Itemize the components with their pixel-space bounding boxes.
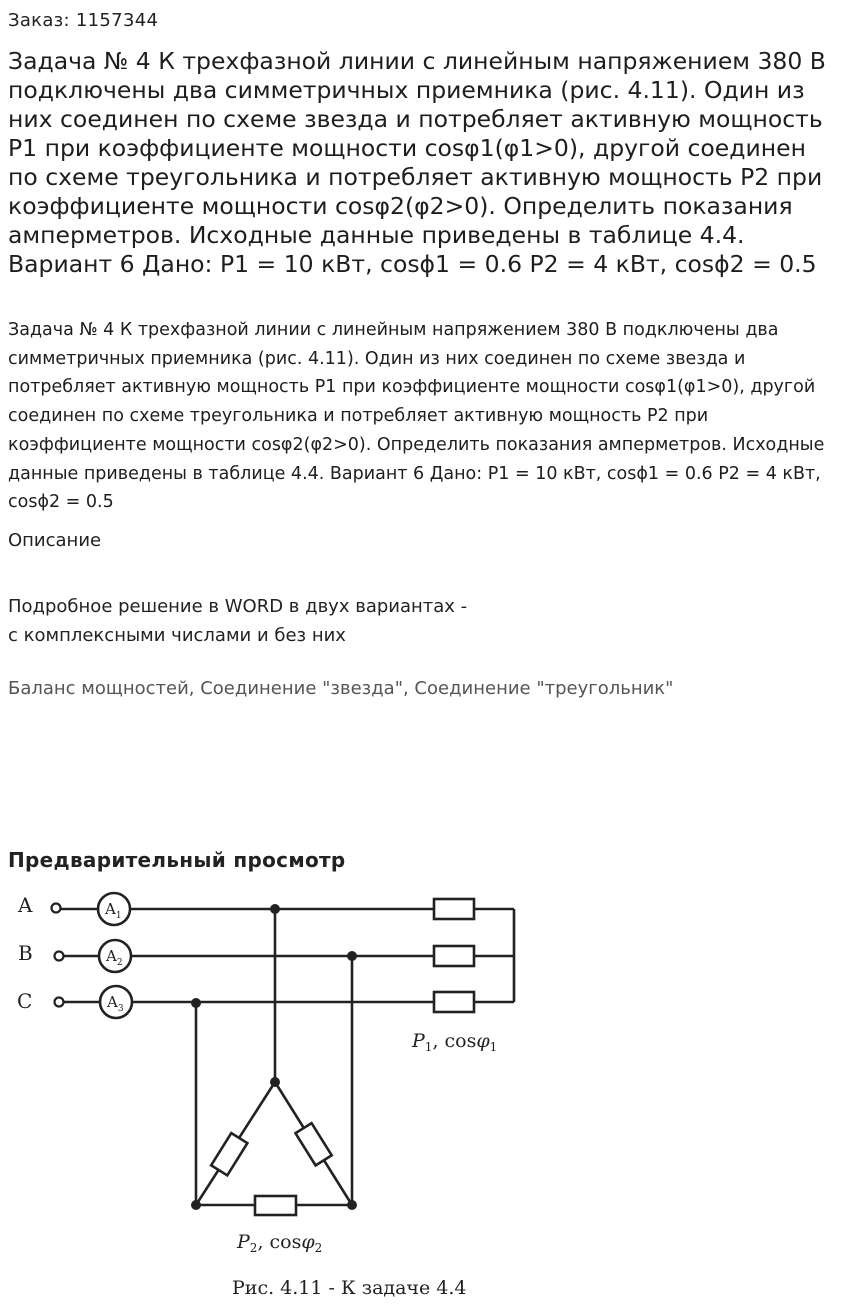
description-line: с комплексными числами и без них (8, 625, 346, 646)
terminal-a (52, 904, 61, 913)
preview-heading: Предварительный просмотр (8, 848, 346, 872)
junction-dot (270, 1077, 280, 1087)
description-line: Подробное решение в WORD в двух вариантах - (8, 596, 468, 617)
description-heading: Описание (8, 530, 102, 551)
page-title: Задача № 4 К трехфазной линии с линейным напряжением 380 В подключены два симметричных приемника (рис. 4.11). Один из них соединен по схеме звезда и потребляет активную мощность P1 при коэффициенте мощности cosφ1(φ1>0), другой соединен по схеме треугольника и потребляет активную мощность P2 при коэффициенте мощности cosφ2(φ2>0). Определить показания амперметров. Исходные данные приведены в таблице 4.4. Вариант 6 Дано: P1 = 10 кВт, cosϕ1 = 0.6 P2 = 4 кВт, cosϕ2 = 0.5 (8, 47, 826, 278)
junction-dot (347, 951, 357, 961)
star-load-label: $P_1$, cosφ$_1$ (412, 1030, 498, 1054)
terminal-c (55, 998, 64, 1007)
star-resistor-b (434, 946, 474, 966)
junction-dot (191, 1200, 201, 1210)
description-text (8, 592, 467, 650)
delta-resistor-left (211, 1133, 247, 1175)
ammeter-1-label: $A_1$ (105, 900, 122, 921)
ammeter-3-label: $A_3$ (107, 993, 124, 1014)
order-number: Заказ: 1157344 (8, 10, 159, 31)
task-description: Задача № 4 К трехфазной линии с линейным напряжением 380 В подключены два симметричных приемника (рис. 4.11). Один из них соединен по схеме звезда и потребляет активную мощность P1 при коэффициенте мощности cosφ1(φ1>0), другой соединен по схеме треугольника и потребляет активную мощность P2 при коэффициенте мощности cosφ2(φ2>0). Определить показания амперметров. Исходные данные приведены в таблице 4.4. Вариант 6 Дано: P1 = 10 кВт, cosϕ1 = 0.6 P2 = 4 кВт, cosϕ2 = 0.5 (8, 320, 825, 513)
phase-label-b: B (18, 941, 33, 965)
ammeter-2-label: $A_2$ (106, 947, 123, 968)
figure-caption: Рис. 4.11 - К задаче 4.4 (232, 1277, 467, 1299)
circuit-diagram (0, 880, 847, 1309)
star-resistor-c (434, 992, 474, 1012)
star-resistor-a (434, 899, 474, 919)
delta-resistor-right (295, 1123, 331, 1165)
tags: Баланс мощностей, Соединение "звезда", Соединение "треугольник" (8, 678, 674, 699)
junction-dot (347, 1200, 357, 1210)
junction-dot (270, 904, 280, 914)
phase-label-a: A (18, 893, 33, 917)
delta-load-label: $P_2$, cosφ$_2$ (237, 1231, 323, 1255)
terminal-b (55, 952, 64, 961)
junction-dot (191, 998, 201, 1008)
delta-resistor-bottom (255, 1196, 296, 1215)
phase-label-c: C (17, 989, 33, 1013)
